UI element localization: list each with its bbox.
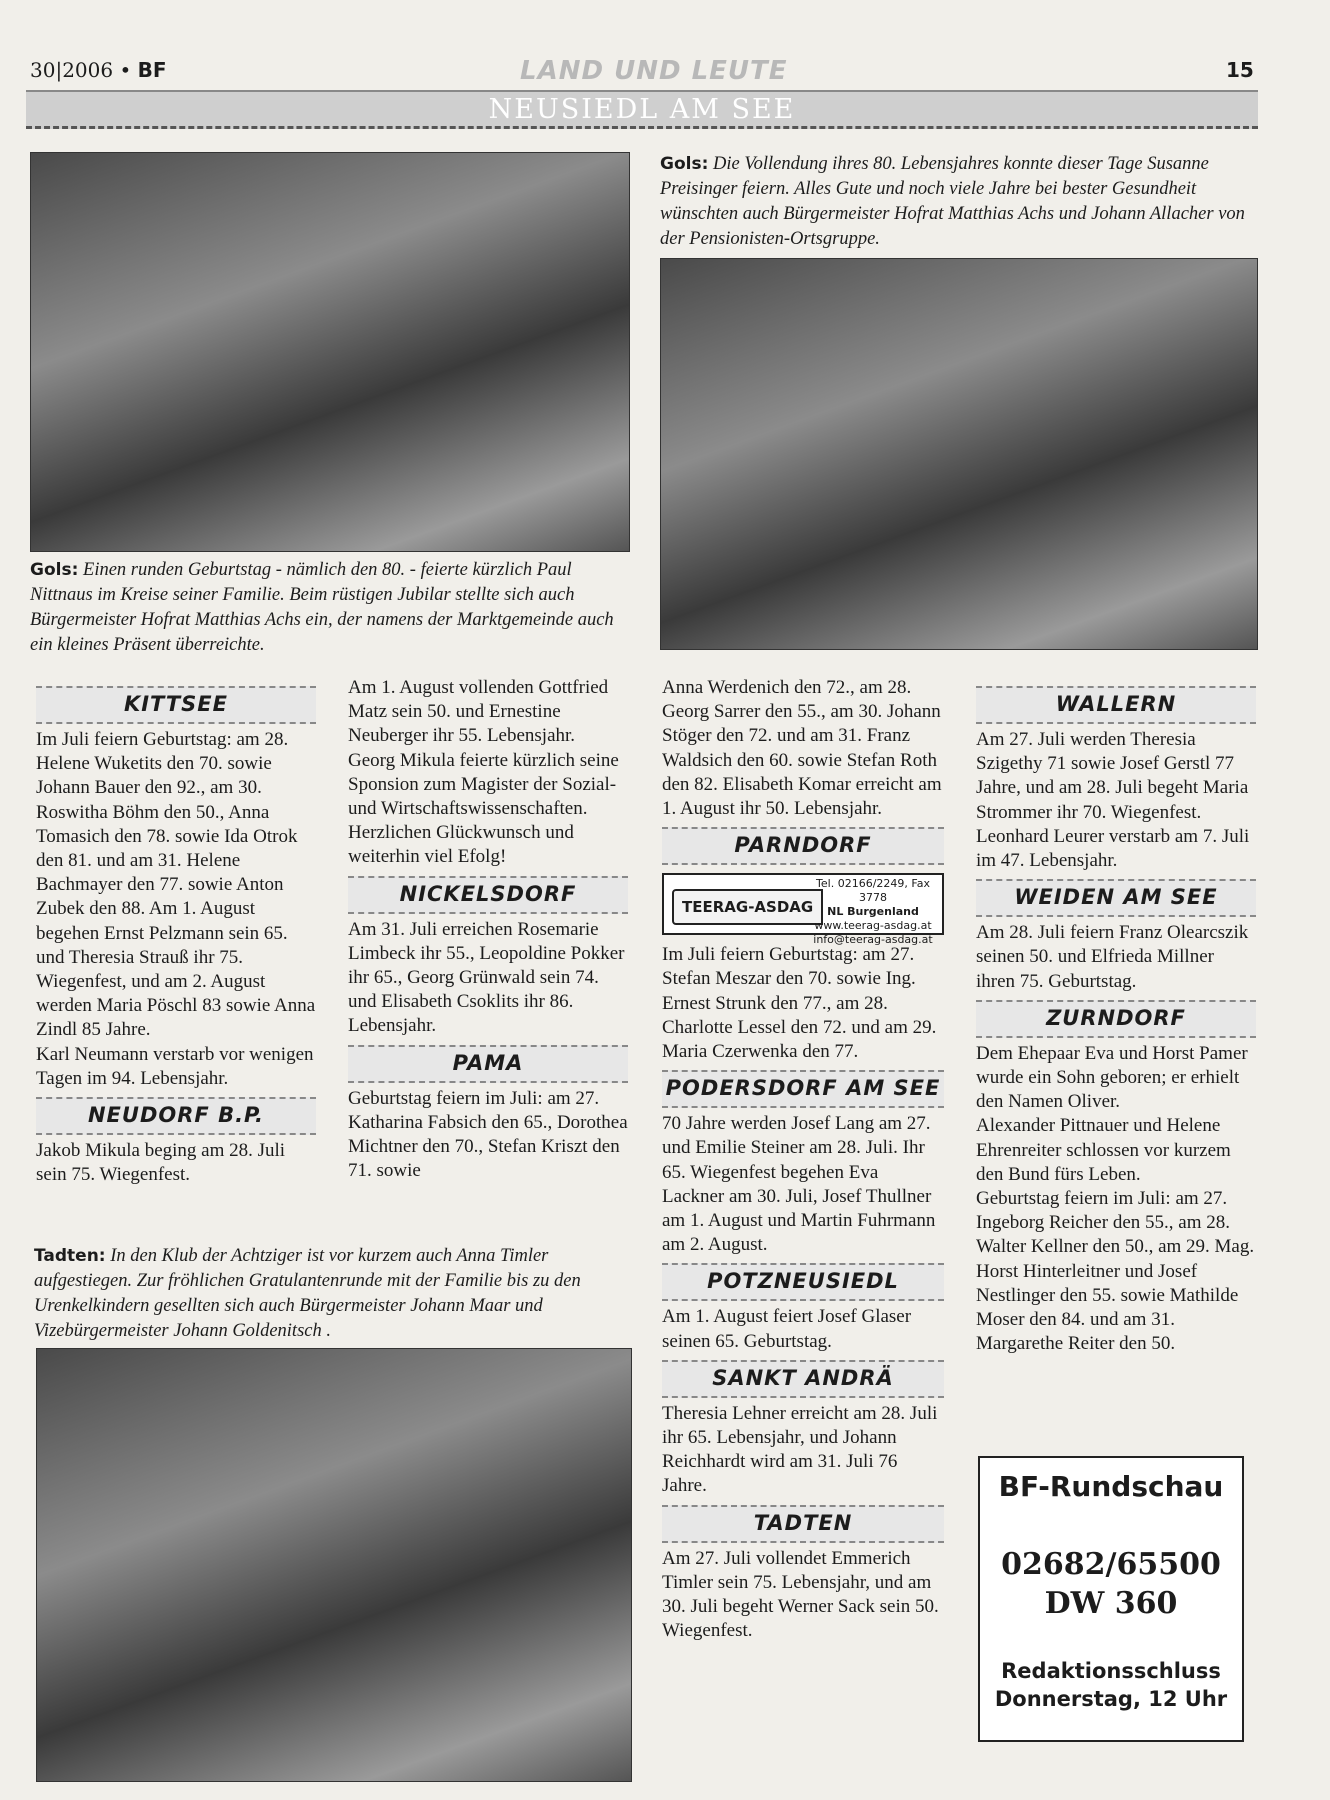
column-3 [662, 676, 944, 1643]
text-wallern-obituary: Leonhard Leurer verstarb am 7. Juli im 47. Lebensjahr. [976, 825, 1250, 872]
region-banner [26, 90, 1258, 129]
rundschau-extension: DW 360 [1044, 1586, 1178, 1621]
text-zurndorf-birthdays: Geburtstag feiern im Juli: am 27. Ingeborg Reicher den 55., am 28. Walter Kellner den 50., am 29. Mag. Horst Hinterleitner und Josef Nestlinger den 55. sowie Mathilde Moser den 84. und am 31. Margarethe Reiter den 50. [976, 1188, 1255, 1355]
bf-rundschau-box [978, 1456, 1244, 1742]
deadline-label: Redaktionsschluss [1001, 1659, 1221, 1683]
text-sankt-andra: Theresia Lehner erreicht am 28. Juli ihr 65. Lebensjahr, und Johann Reichhardt wird am 31. Juli 76 Jahre. [662, 1402, 938, 1497]
issue-date: 30|2006 • BF [30, 58, 167, 82]
text-parndorf: Im Juli feiern Geburtstag: am 27. Stefan Meszar den 70. sowie Ing. Ernest Strunk den 77., am 28. Charlotte Lessel den 72. und am 29. Maria Czerwenka den 77. [662, 944, 937, 1063]
ad-contact-lines: Tel. 02166/2249, Fax 3778 NL Burgenland www.teerag-asdag.at info@teerag-asdag.at [813, 877, 933, 947]
column-2 [348, 676, 628, 1183]
heading-kittsee: KITTSEE [36, 686, 316, 724]
heading-parndorf: PARNDORF [662, 827, 944, 865]
caption-gols-nittnaus: Gols: Einen runden Geburtstag - nämlich den 80. - feierte kürzlich Paul Nittnaus im Kreise seiner Familie. Beim rüstigen Jubilar stellte sich auch Bürgermeister Hofrat Matthias Achs ein, der namens der Marktgemeinde auch ein kleines Präsent überreichte. [30, 560, 614, 655]
column-1 [36, 680, 316, 1187]
caption-gols-preisinger: Gols: Die Vollendung ihres 80. Lebensjahres konnte dieser Tage Susanne Preisinger feiern. Alles Gute und noch viele Jahre bei bester Gesundheit wünschten auch Bürgermeister Hofrat Matthias Achs und Johann Allacher von der Pensionisten-Ortsgruppe. [660, 154, 1245, 249]
photo-gols-preisinger [660, 258, 1258, 650]
caption-tadten-timler: Tadten: In den Klub der Achtziger ist vor kurzem auch Anna Timler aufgestiegen. Zur fröhlichen Gratulantenrunde mit der Familie bis zu den Urenkelkindern gesellten sich auch Bürgermeister Johann Maar und Vizebürgermeister Johann Goldenitsch . [34, 1246, 581, 1341]
text-nickelsdorf: Am 31. Juli erreichen Rosemarie Limbeck ihr 55., Leopoldine Pokker ihr 65., Georg Grünwald sein 74. und Elisabeth Csoklits ihr 86. Lebensjahr. [348, 918, 625, 1037]
photo-gols-family [30, 152, 630, 552]
page-number: 15 [1226, 58, 1254, 82]
photo-tadten-family [36, 1348, 632, 1782]
rundschau-title: BF-Rundschau [998, 1470, 1224, 1503]
text-pama-cont: Anna Werdenich den 72., am 28. Georg Sarrer den 55., am 30. Johann Stöger den 72. und am 31. Franz Waldsich den 60. sowie Stefan Roth den 82. Elisabeth Komar erreicht am 1. August ihr 50. Lebensjahr. [662, 677, 942, 820]
heading-potzneusiedl: POTZNEUSIEDL [662, 1263, 944, 1301]
heading-nickelsdorf: NICKELSDORF [348, 876, 628, 914]
rundschau-phone: 02682/65500 [1001, 1547, 1221, 1582]
heading-podersdorf: PODERSDORF AM SEE [662, 1070, 944, 1108]
text-kittsee-cont: Am 1. August vollenden Gottfried Matz sein 50. und Ernestine Neuberger ihr 55. Lebensjahr. [348, 677, 609, 747]
text-zurndorf-birth: Dem Ehepaar Eva und Horst Pamer wurde ein Sohn geboren; er erhielt den Namen Oliver. [976, 1042, 1248, 1113]
text-tadten: Am 27. Juli vollendet Emmerich Timler sein 75. Lebensjahr, und am 30. Juli begeht Werner Sack sein 50. Wiegenfest. [662, 1547, 939, 1642]
text-weiden: Am 28. Juli feiern Franz Olearcszik seinen 50. und Elfrieda Millner ihren 75. Geburtstag. [976, 922, 1249, 992]
text-wallern: Am 27. Juli werden Theresia Szigethy 71 sowie Josef Gerstl 77 Jahre, und am 28. Juli begeht Maria Strommer ihr 70. Wiegenfest. [976, 729, 1249, 823]
heading-tadten: TADTEN [662, 1505, 944, 1543]
heading-weiden: WEIDEN AM SEE [976, 879, 1256, 917]
teerag-logo: TEERAG-ASDAG [672, 889, 823, 925]
heading-sankt-andra: SANKT ANDRÄ [662, 1360, 944, 1398]
heading-neudorf: NEUDORF B.P. [36, 1097, 316, 1135]
heading-zurndorf: ZURNDORF [976, 1000, 1256, 1038]
section-title: LAND UND LEUTE [520, 56, 788, 86]
text-kittsee-obituary: Karl Neumann verstarb vor wenigen Tagen im 94. Lebensjahr. [36, 1043, 314, 1089]
text-pama: Geburtstag feiern im Juli: am 27. Katharina Fabsich den 65., Dorothea Michtner den 70., Stefan Kriszt den 71. sowie [348, 1087, 628, 1182]
region-banner-title: NEUSIEDL AM SEE [488, 94, 796, 125]
text-podersdorf: 70 Jahre werden Josef Lang am 27. und Emilie Steiner am 28. Juli. Ihr 65. Wiegenfest begehen Eva Lackner am 30. Juli, Josef Thullner am 1. August und Martin Fuhrmann am 2. August. [662, 1113, 936, 1256]
ad-teerag-asdag [662, 873, 944, 947]
heading-pama: PAMA [348, 1045, 628, 1083]
text-potzneusiedl: Am 1. August feiert Josef Glaser seinen 65. Geburtstag. [662, 1306, 912, 1352]
text-mikula-sponsion: Georg Mikula feierte kürzlich seine Sponsion zum Magister der Sozial- und Wirtschaftswissenschaften. Herzlichen Glückwunsch und weiterhin viel Efolg! [348, 749, 619, 868]
text-kittsee: Im Juli feiern Geburtstag: am 28. Helene Wuketits den 70. sowie Johann Bauer den 92., am 30. Roswitha Böhm den 50., Anna Tomasich den 78. sowie Ida Otrok den 81. und am 31. Helene Bachmayer den 77. sowie Anton Zubek den 88. Am 1. August begehen Ernst Pelzmann sein 65. und Theresia Strauß ihr 75. Wiegenfest, und am 2. August werden Maria Pöschl 83 sowie Anna Zindl 85 Jahre. [36, 729, 316, 1041]
column-4 [976, 680, 1256, 1356]
text-zurndorf-wedding: Alexander Pittnauer und Helene Ehrenreiter schlossen vor kurzem den Bund fürs Leben. [976, 1115, 1231, 1185]
heading-wallern: WALLERN [976, 686, 1256, 724]
deadline-time: Donnerstag, 12 Uhr [994, 1687, 1228, 1711]
text-neudorf: Jakob Mikula beging am 28. Juli sein 75. Wiegenfest. [36, 1140, 286, 1186]
